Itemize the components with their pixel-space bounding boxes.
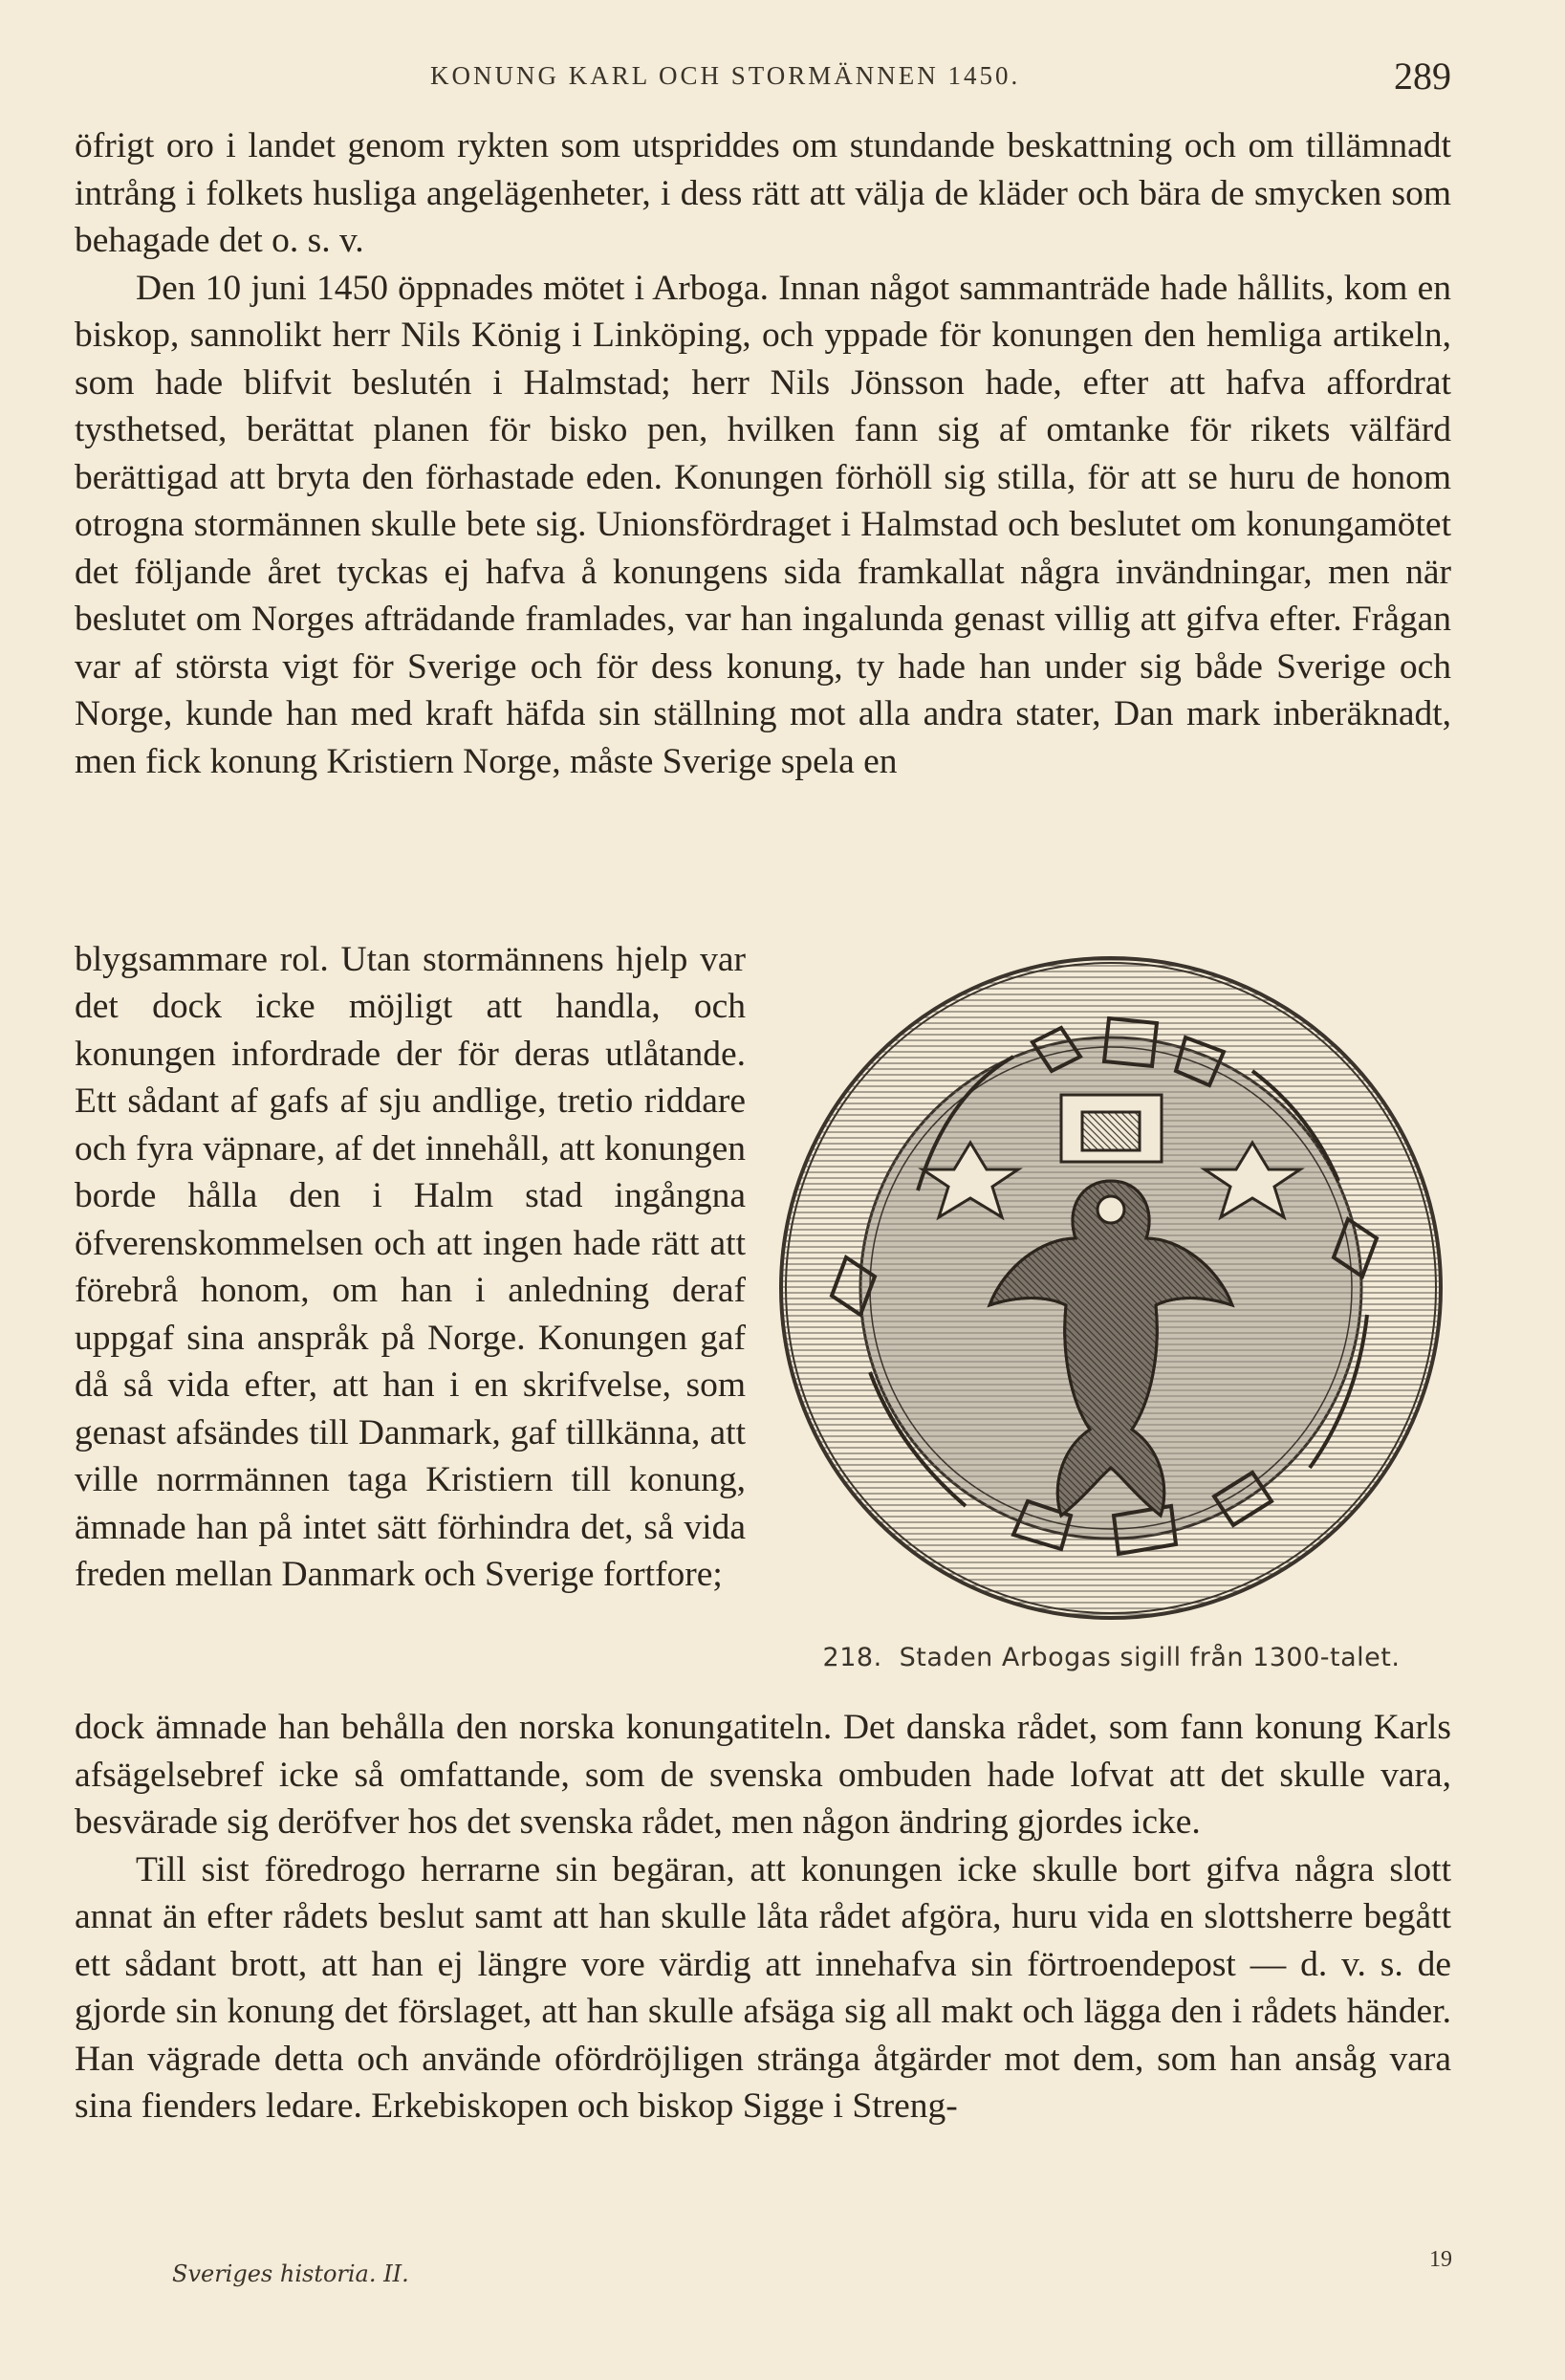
paragraph-2-end [75, 1704, 1451, 1846]
text-block-top [75, 122, 1451, 785]
text-line: fann konung Karls afsägelsebref icke så omfattande, som de svenska ombuden [75, 1708, 1451, 1795]
text-line: konungamötet det följande året tyckas ej hafva å konungens sida framkallat [75, 505, 1451, 592]
text-line: dock ämnade han behålla den norska konungatiteln. Det danska rådet, som [75, 1708, 1181, 1747]
paragraph-2-continued [75, 936, 746, 1599]
figure-number: 218. [822, 1643, 882, 1672]
text-line: för deras utlåtande. Ett sådant af [75, 1034, 746, 1121]
text-line: att ingen hade rätt att förebrå honom, [75, 1223, 746, 1310]
paragraph-2 [75, 265, 1451, 786]
text-line: förhastade eden. Konungen förhöll sig stilla, för att se huru de honom otrogna [75, 457, 1452, 544]
text-line: blygsammare rol. Utan stormännens [75, 939, 617, 979]
text-line: stormännen skulle bete sig. Unionsfördraget i Halmstad och beslutet om [193, 505, 1247, 544]
text-line: Den 10 juni 1450 öppnades mötet i Arboga. Innan något sammanträde [136, 268, 1161, 308]
text-line: om han i anledning deraf uppgaf sina [75, 1271, 746, 1358]
text-line: värdig att innehafva sin förtroendepost — d. v. s. de gjorde sin konung det [75, 1944, 1452, 2031]
text-line: stad ingångna öfverenskommelsen och [75, 1176, 746, 1263]
arboga-seal-icon [774, 951, 1448, 1626]
text-line: han ansåg vara sina fienders ledare. Erkebiskopen och biskop Sigge i Streng- [75, 2039, 1451, 2126]
text-line: förslaget, att han skulle afsäga sig all makt och lägga den i rådets händer. [397, 1992, 1451, 2031]
text-line: hade lofvat att det skulle vara, besvärade sig deröfver hos det svenska rådet, [75, 1755, 1452, 1842]
text-line: pen, hvilken fann sig af omtanke för rikets välfärd berättigad att bryta den [75, 410, 1452, 497]
text-line: så vida efter, att han i en skrifvelse, [122, 1365, 686, 1405]
text-line: men någon ändring gjordes icke. [731, 1802, 1201, 1842]
paragraph-3 [75, 1846, 1451, 2130]
text-line: några invändningar, men när beslutet om Norges afträdande framlades, var [75, 552, 1451, 639]
text-line: afgöra, huru vida en slottsherre begått ett sådant brott, att han ej längre vore [75, 1897, 1452, 1984]
text-line: öfrigt oro i landet genom rykten som utspriddes om stundande beskattning [75, 126, 1185, 165]
text-line: fyra väpnare, af det innehåll, att [136, 1128, 605, 1168]
text-line: Kristiern till konung, ämnade han på [75, 1460, 746, 1547]
text-line: Nils Jönsson hade, efter att hafva affordrat tysthetsed, berättat planen för bisko [75, 362, 1451, 449]
seal-figure [774, 951, 1448, 1672]
text-line: anspråk på Norge. Konungen gaf då [75, 1318, 746, 1405]
text-line: handla, och konungen infordrade der [75, 987, 746, 1074]
text-line: Norge, kunde han med kraft häfda sin ställning mot alla andra stater, Dan [75, 694, 1174, 733]
text-line: tillkänna, att ville norrmännen taga [75, 1412, 746, 1499]
text-line: välja de kläder och bära de smycken som behagade det o. s. v. [75, 173, 1452, 260]
signature-mark: 19 [1429, 2247, 1452, 2272]
text-line: gafs af sju andlige, tretio riddare och [75, 1081, 746, 1168]
figure-caption-text: Staden Arbogas sigill från 1300-talet. [899, 1643, 1401, 1672]
text-line: som genast afsändes till Danmark, gaf [75, 1365, 746, 1452]
text-block-wrapped [75, 900, 746, 1634]
running-title: KONUNG KARL OCH STORMÄNNEN 1450. [430, 61, 1021, 90]
text-line: och om tillämnadt intrång i folkets husliga angelägenheter, i dess rätt att [75, 126, 1451, 213]
text-line: mark inberäknadt, men fick konung Kristiern Norge, måste Sverige spela en [75, 694, 1452, 781]
page-number: 289 [1394, 55, 1451, 98]
text-line: Till sist föredrogo herrarne sin begäran, att konungen icke skulle bort [136, 1849, 1191, 1889]
text-line: mellan Danmark och Sverige fortfore; [175, 1555, 723, 1594]
text-line: Han vägrade detta och använde ofördröjligen stränga åtgärder mot dem, som [75, 2039, 1230, 2079]
text-line: gifva några slott annat än efter rådets beslut samt att han skulle låta rådet [75, 1849, 1452, 1936]
text-line: konungen borde hålla den i Halm [75, 1128, 746, 1215]
running-head [75, 54, 1451, 99]
text-line: för Sverige och för dess konung, ty hade han under sig både Sverige och [352, 646, 1451, 687]
footer-book-title: Sveriges historia. II. [172, 2260, 409, 2287]
text-line: hjelp var det dock icke möjligt att [75, 939, 746, 1026]
text-block-bottom [75, 1704, 1451, 2130]
text-line: han ingalunda genast villig att gifva efter. Frågan var af största vigt [75, 600, 1451, 687]
text-line: intet sätt förhindra det, så vida freden [75, 1507, 746, 1594]
text-line: hade hållits, kom en biskop, sannolikt herr Nils König i Linköping, och yppade [75, 268, 1451, 355]
paragraph-1 [75, 122, 1451, 265]
text-line: för konungen den hemliga artikeln, som hade blifvit beslutén i Halmstad; herr [75, 316, 1452, 403]
figure-caption [774, 1643, 1448, 1672]
